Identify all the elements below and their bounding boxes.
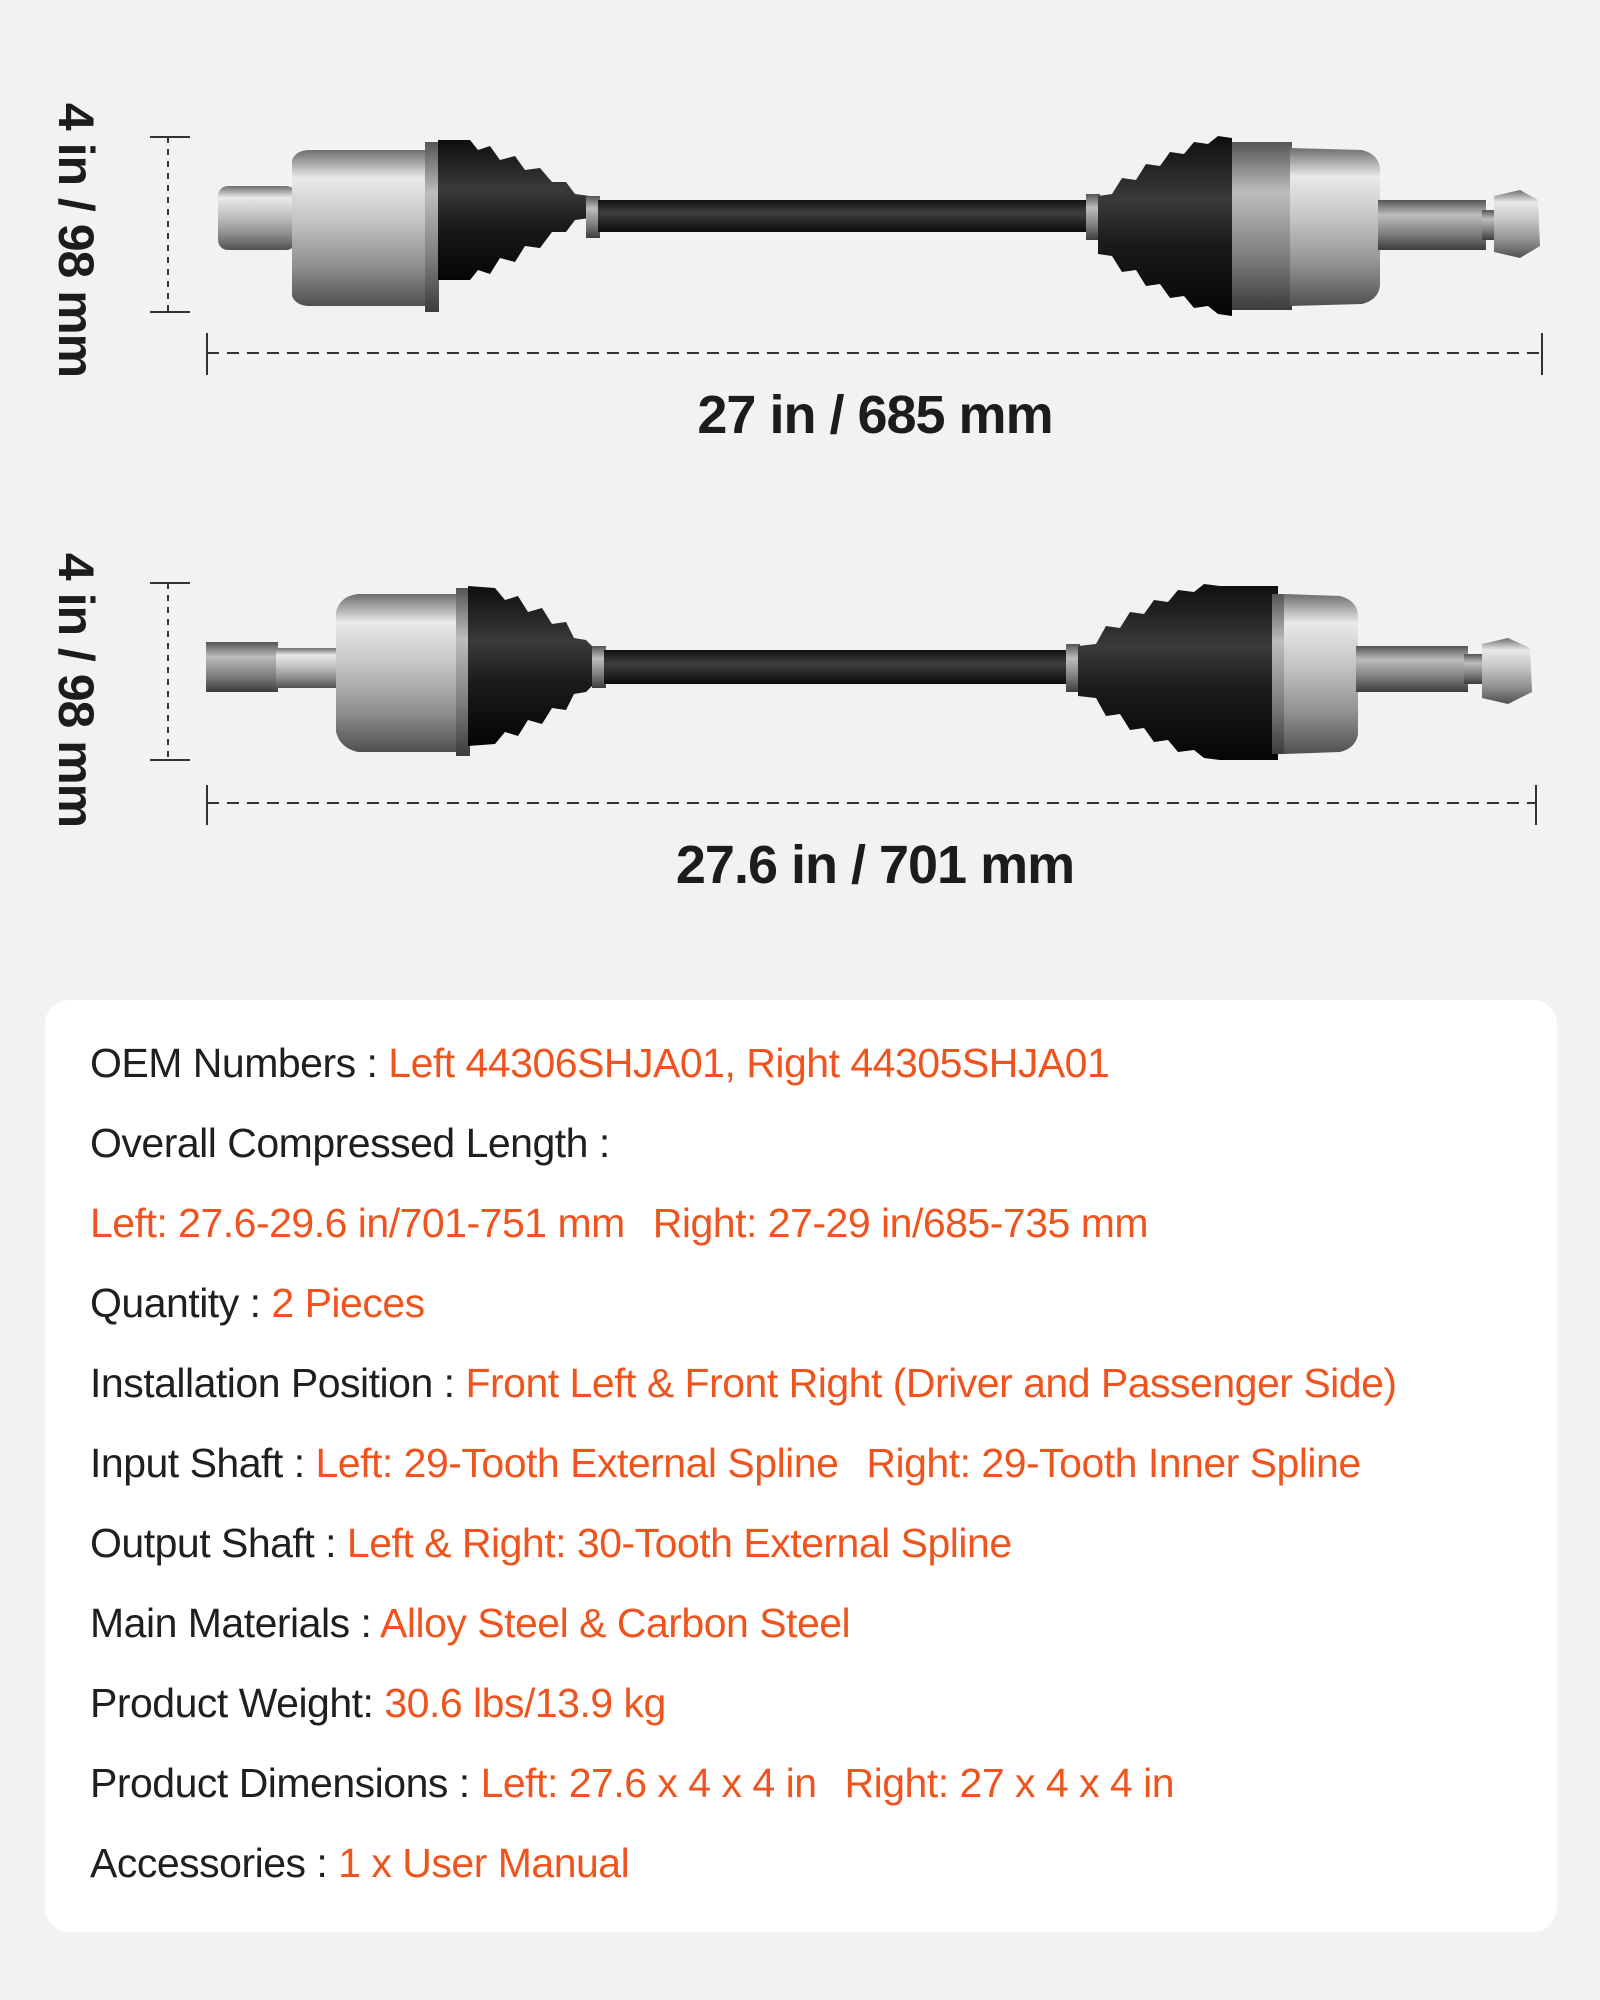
shaft-bar bbox=[598, 200, 1088, 232]
specifications-card bbox=[45, 1000, 1557, 1932]
spec-product-weight: Product Weight: 30.6 lbs/13.9 kg bbox=[90, 1680, 666, 1726]
left-shaft-length-label: 27.6 in / 701 mm bbox=[675, 835, 1075, 895]
inner-stub bbox=[218, 186, 296, 250]
left-shaft-length-line bbox=[207, 785, 1536, 825]
output-spline bbox=[1356, 646, 1468, 692]
spec-installation-position: Installation Position : Front Left & Front Right (Driver and Passenger Side) bbox=[90, 1360, 1397, 1406]
outer-housing bbox=[1290, 148, 1380, 306]
spec-accessories: Accessories : 1 x User Manual bbox=[90, 1840, 630, 1886]
shaft-bar bbox=[604, 650, 1068, 684]
spec-product-dimensions: Product Dimensions : Left: 27.6 x 4 x 4 in Right: 27 x 4 x 4 in bbox=[90, 1760, 1175, 1806]
inner-housing bbox=[336, 594, 462, 752]
spec-main-materials: Main Materials : Alloy Steel & Carbon Steel bbox=[90, 1600, 851, 1646]
right-shaft-length-line bbox=[207, 333, 1542, 375]
spec-output-shaft: Output Shaft : Left & Right: 30-Tooth External Spline bbox=[90, 1520, 1012, 1566]
inner-housing bbox=[292, 150, 432, 306]
spec-oem-numbers: OEM Numbers : Left 44306SHJA01, Right 44305SHJA01 bbox=[90, 1040, 1110, 1086]
axle-nut bbox=[1494, 190, 1540, 258]
output-spline bbox=[1378, 200, 1486, 250]
axle-nut bbox=[1482, 638, 1532, 704]
outer-cv-boot bbox=[1078, 584, 1278, 760]
spec-compressed-length-label: Overall Compressed Length : bbox=[90, 1120, 610, 1166]
right-shaft-length-label: 27 in / 685 mm bbox=[697, 385, 1053, 445]
right-axle-shaft bbox=[150, 136, 1542, 375]
spec-compressed-length-values: Left: 27.6-29.6 in/701-751 mm Right: 27-29 in/685-735 mm bbox=[90, 1200, 1148, 1246]
outer-housing bbox=[1284, 594, 1358, 754]
left-shaft-height-label: 4 in / 98 mm bbox=[48, 552, 105, 828]
product-figure bbox=[0, 0, 1600, 960]
right-shaft-height-bracket bbox=[150, 137, 190, 312]
spec-quantity: Quantity : 2 Pieces bbox=[90, 1280, 425, 1326]
axle-drawing bbox=[0, 0, 1600, 960]
input-spline bbox=[206, 642, 278, 692]
left-axle-shaft bbox=[150, 583, 1536, 825]
left-shaft-height-bracket bbox=[150, 583, 190, 760]
outer-cv-boot bbox=[1098, 136, 1232, 316]
inner-cv-boot bbox=[438, 140, 590, 280]
inner-cv-boot bbox=[468, 586, 596, 746]
spec-input-shaft: Input Shaft : Left: 29-Tooth External Spline Right: 29-Tooth Inner Spline bbox=[90, 1440, 1361, 1486]
right-shaft-height-label: 4 in / 98 mm bbox=[48, 102, 105, 378]
